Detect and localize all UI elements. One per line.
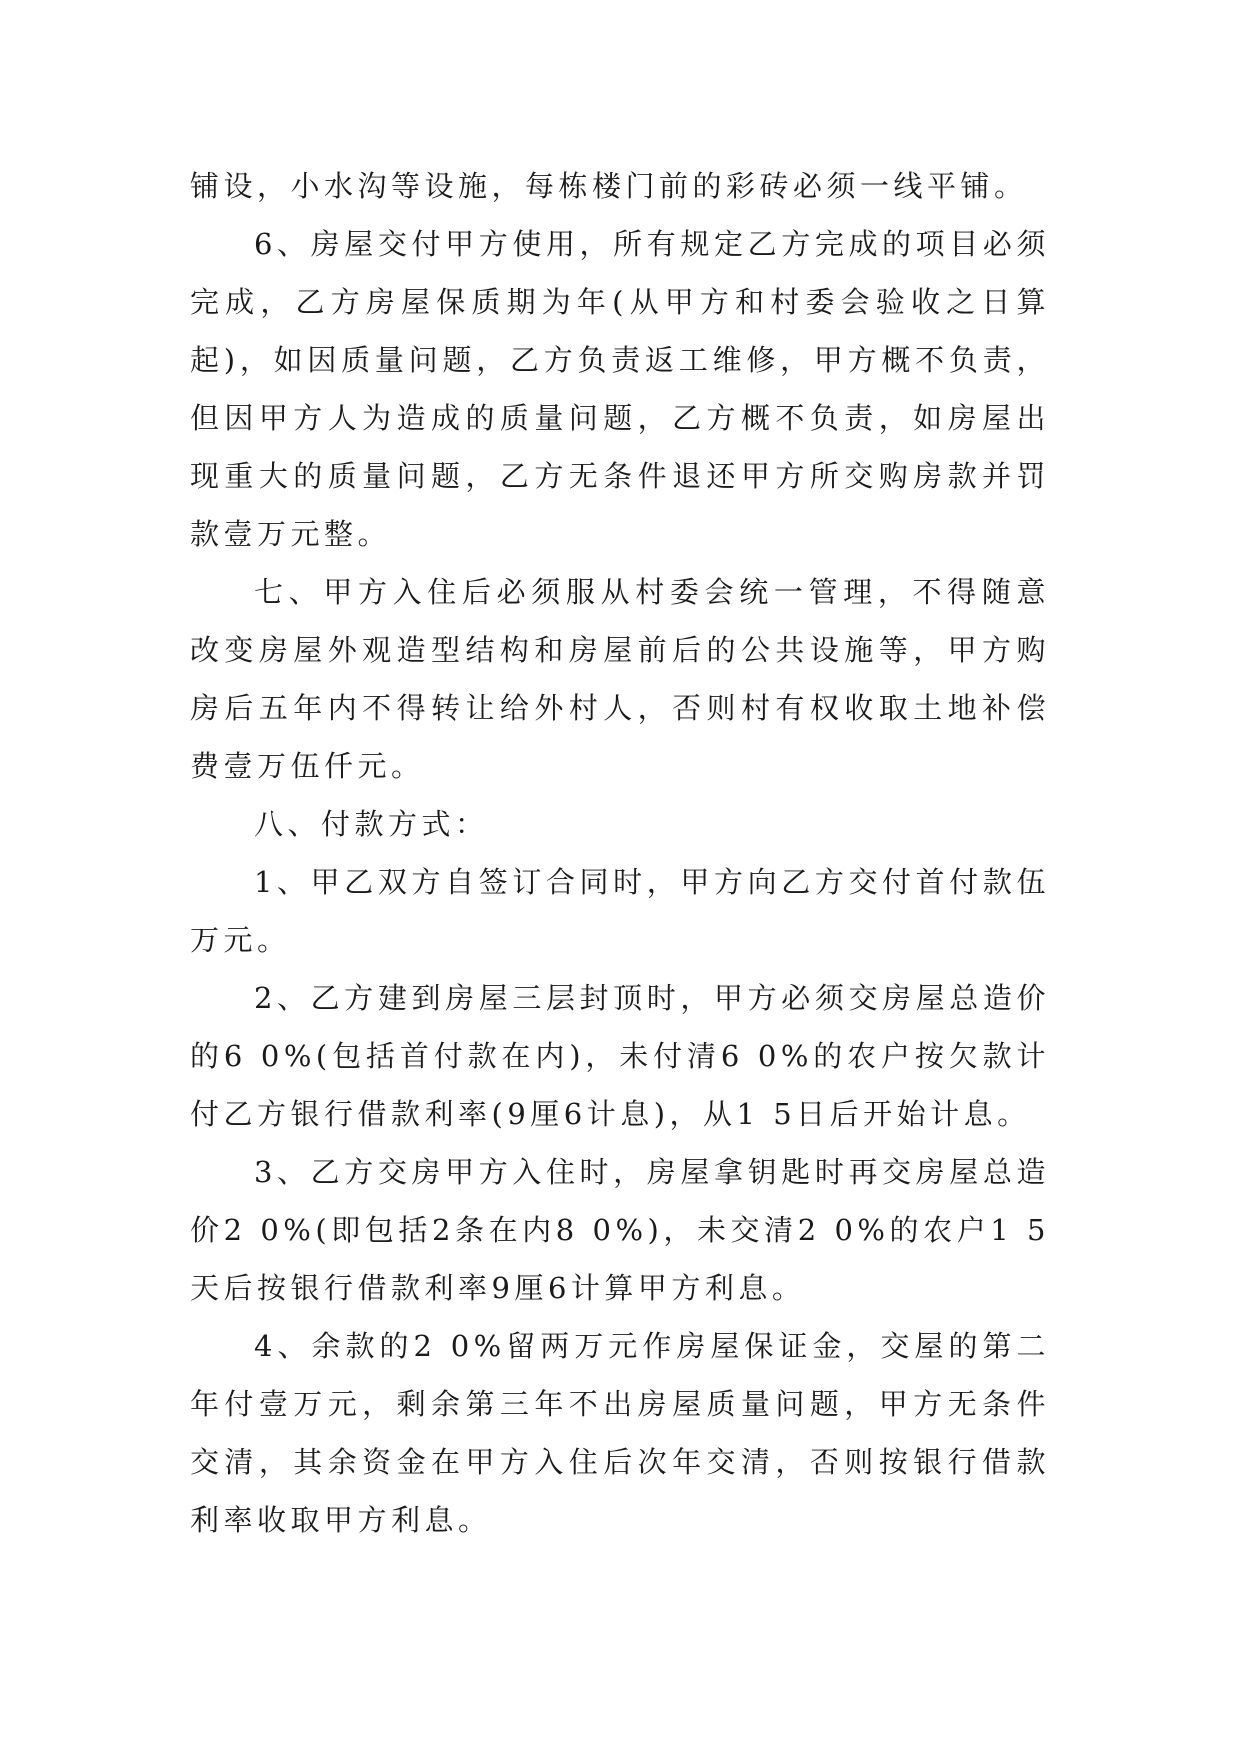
- paragraph-payment-1: 1、甲乙双方自签订合同时，甲方向乙方交付首付款伍万元。: [190, 865, 1050, 957]
- paragraph-payment-3: 3、乙方交房甲方入住时，房屋拿钥匙时再交房屋总造价2 0%(即包括2条在内8 0%)，未交清2 0%的农户1 5天后按银行借款利率9厘6计算甲方利息。: [190, 1155, 1050, 1305]
- paragraph-paving: 铺设，小水沟等设施，每栋楼门前的彩砖必须一线平铺。: [190, 169, 1028, 203]
- paragraph-clause-6-warranty: 6、房屋交付甲方使用，所有规定乙方完成的项目必须完成，乙方房屋保质期为年(从甲方和村委会验收之日算起)，如因质量问题，乙方负责返工维修，甲方概不负责，但因甲方人为造成的质量问题，乙方概不负责，如房屋出现重大的质量问题，乙方无条件退还甲方所交购房款并罚款壹万元整。: [190, 227, 1050, 551]
- paragraph-payment-2: 2、乙方建到房屋三层封顶时，甲方必须交房屋总造价的6 0%(包括首付款在内)，未付清6 0%的农户按欠款计付乙方银行借款利率(9厘6计息)，从1 5日后开始计息。: [190, 981, 1050, 1131]
- paragraph-clause-7-management: 七、甲方入住后必须服从村委会统一管理，不得随意改变房屋外观造型结构和房屋前后的公共设施等，甲方购房后五年内不得转让给外村人，否则村有权收取土地补偿费壹万伍仟元。: [190, 575, 1050, 783]
- paragraph-clause-8-heading: 八、付款方式：: [254, 807, 489, 841]
- document-body: [190, 157, 1050, 1549]
- paragraph-payment-4: 4、余款的2 0%留两万元作房屋保证金，交屋的第二年付壹万元，剩余第三年不出房屋质量问题，甲方无条件交清，其余资金在甲方入住后次年交清，否则按银行借款利率收取甲方利息。: [190, 1329, 1050, 1537]
